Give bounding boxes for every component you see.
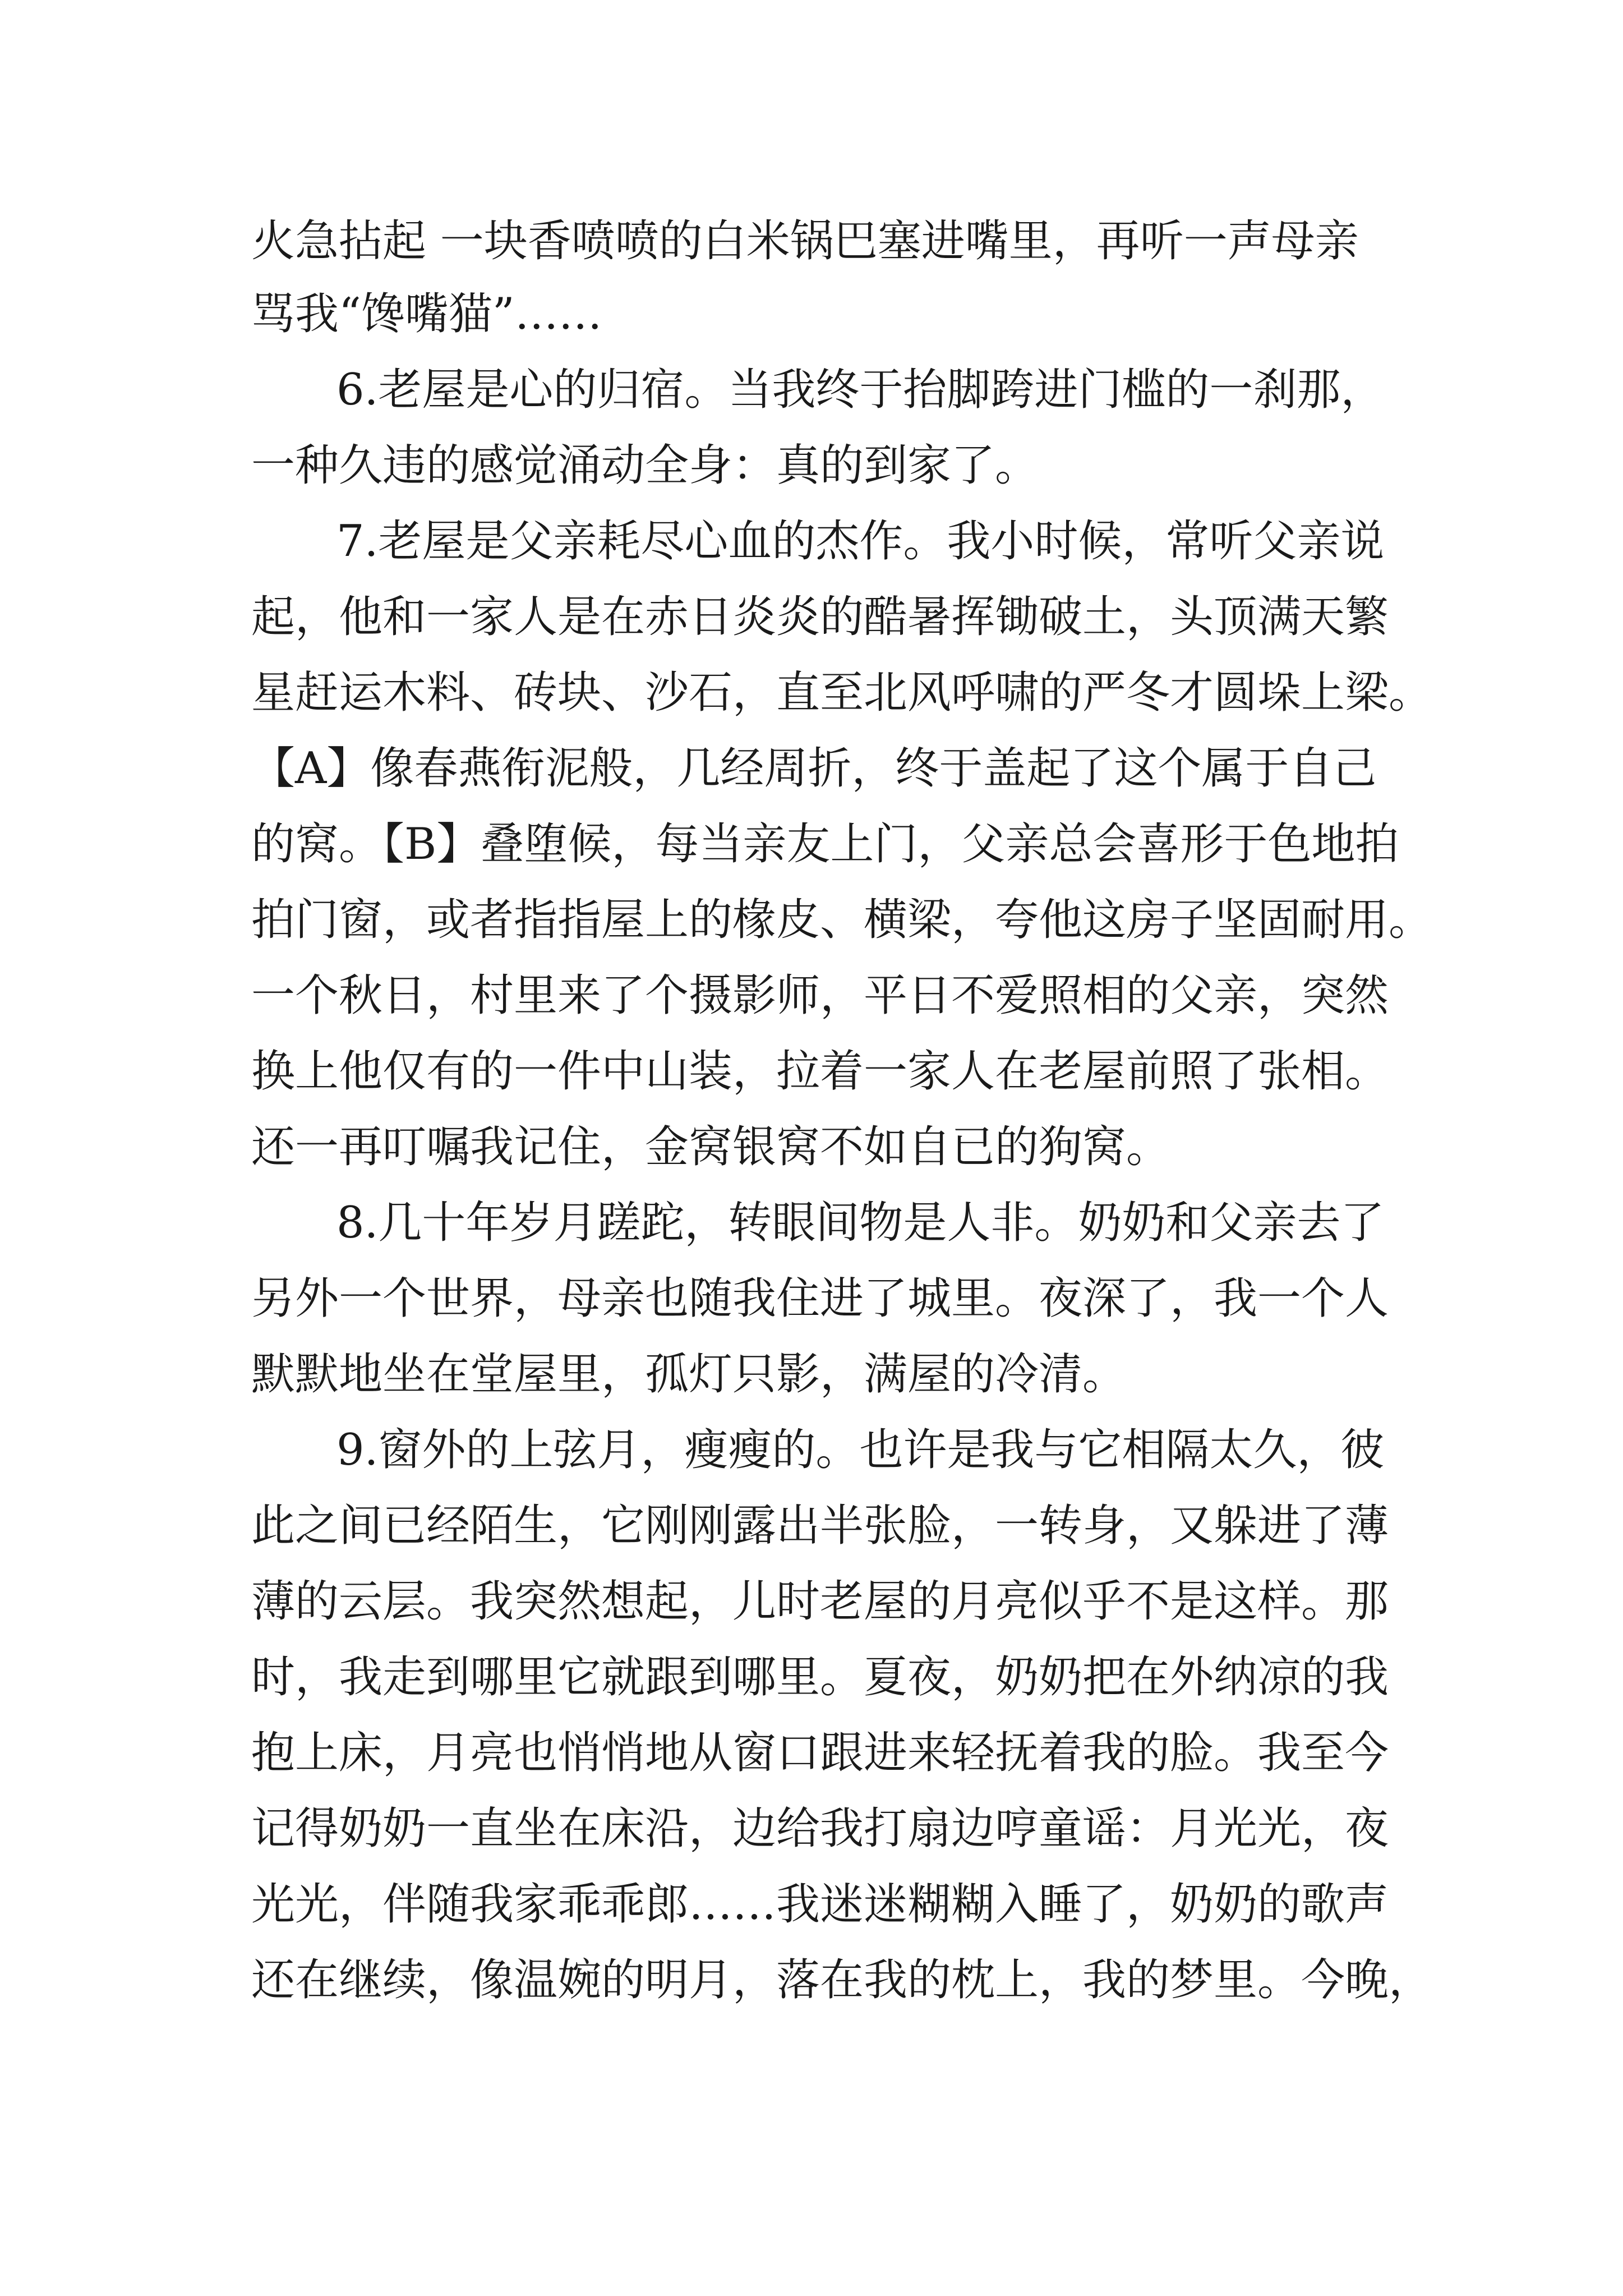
text-line: 【A】像春燕衔泥般，几经周折，终于盖起了这个属于自己 bbox=[251, 743, 1377, 794]
text-line: 星赶运木料、砖块、沙石，直至北风呼啸的严冬才圆垛上梁。 bbox=[251, 668, 1433, 718]
text-line: 此之间已经陌生，它刚刚露出半张脸，一转身，又躲进了薄 bbox=[251, 1501, 1389, 1551]
text-line: 时，我走到哪里它就跟到哪里。夏夜，奶奶把在外纳凉的我 bbox=[251, 1652, 1389, 1703]
paragraph-9-line: 9.窗外的上弦月，瘦瘦的。也许是我与它相隔太久，彼 bbox=[336, 1425, 1385, 1475]
paragraph-8-line: 8.几十年岁月蹉跎，转眼间物是人非。奶奶和父亲去了 bbox=[336, 1198, 1385, 1248]
text-line: 还在继续，像温婉的明月，落在我的枕上，我的梦里。今晚， bbox=[251, 1955, 1433, 2005]
text-line: 默默地坐在堂屋里，孤灯只影，满屋的冷清。 bbox=[251, 1349, 1127, 1400]
text-line: 光光，伴随我家乖乖郎……我迷迷糊糊入睡了，奶奶的歌声 bbox=[251, 1879, 1389, 1930]
text-line: 薄的云层。我突然想起，儿时老屋的月亮似乎不是这样。那 bbox=[251, 1576, 1389, 1627]
text-line: 骂我“馋嘴猫”…… bbox=[251, 289, 602, 339]
text-line: 一种久违的感觉涌动全身：真的到家了。 bbox=[251, 440, 1039, 491]
text-line: 还一再叮嘱我记住，金窝银窝不如自已的狗窝。 bbox=[251, 1122, 1170, 1172]
text-line: 一个秋日，村里来了个摄影师，平日不爱照相的父亲，突然 bbox=[251, 970, 1389, 1021]
paragraph-7-line: 7.老屋是父亲耗尽心血的杰作。我小时候，常听父亲说 bbox=[336, 516, 1385, 567]
text-line: 另外一个世界，母亲也随我住进了城里。夜深了，我一个人 bbox=[251, 1273, 1389, 1324]
text-line: 抱上床，月亮也悄悄地从窗口跟进来轻抚着我的脸。我至今 bbox=[251, 1728, 1389, 1778]
text-line: 起，他和一家人是在赤日炎炎的酷暑挥锄破土，头顶满天繁 bbox=[251, 592, 1389, 642]
text-line: 火急拈起 一块香喷喷的白米锅巴塞进嘴里，再听一声母亲 bbox=[251, 216, 1359, 266]
text-line: 换上他仅有的一件中山装，拉着一家人在老屋前照了张相。 bbox=[251, 1046, 1389, 1097]
text-line: 拍门窗，或者指指屋上的椽皮、横梁，夸他这房子坚固耐用。 bbox=[251, 895, 1433, 945]
text-line: 记得奶奶一直坐在床沿，边给我打扇边哼童谣：月光光，夜 bbox=[251, 1803, 1389, 1854]
text-line: 的窝。【B】叠堕候，每当亲友上门，父亲总会喜形于色地拍 bbox=[251, 819, 1399, 869]
paragraph-6-line: 6.老屋是心的归宿。当我终于抬脚跨进门槛的一刹那， bbox=[336, 365, 1385, 415]
